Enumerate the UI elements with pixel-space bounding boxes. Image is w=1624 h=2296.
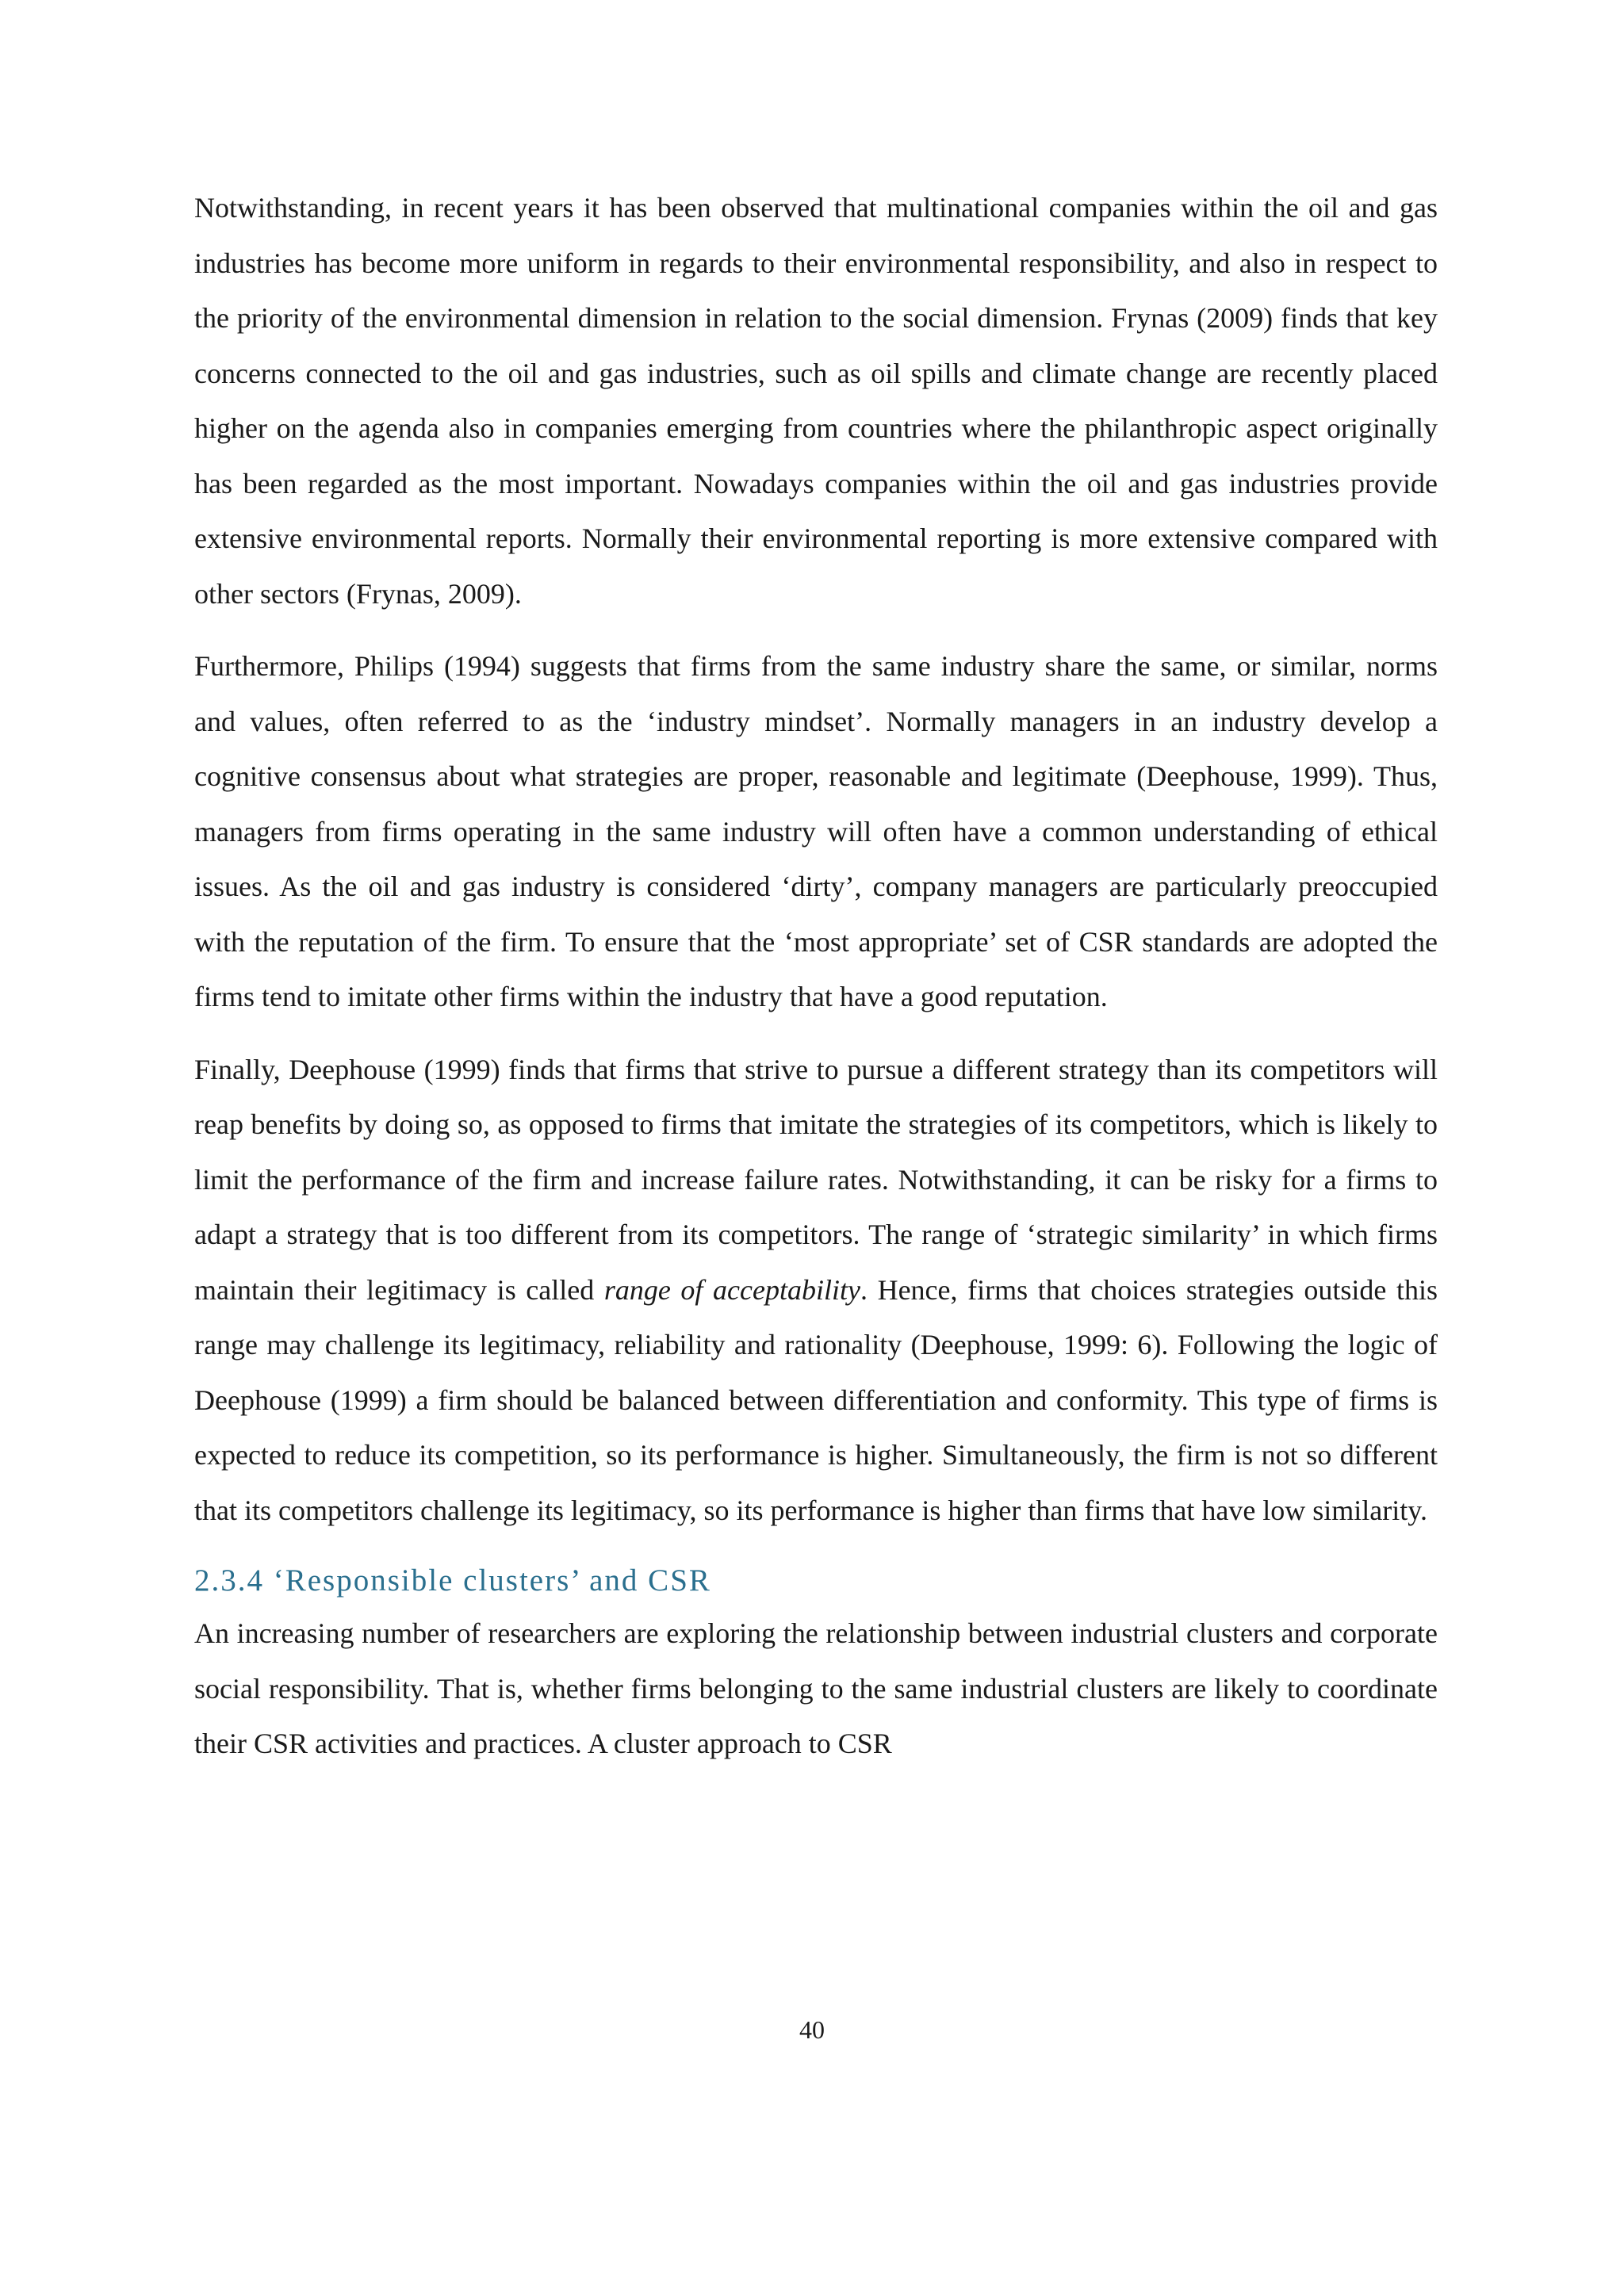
italic-term-range-of-acceptability: range of acceptability bbox=[603, 1273, 860, 1306]
paragraph-text-after-italic: . Hence, firms that choices strategies outside this range may challenge its legitimacy, reliability and rationality (Deephouse, 1999: 6). Following the logic of Deephouse (1999) a firm should be balanced between differentiation and conformity. This type of firms is expected to reduce its competition, so its performance is higher. Simultaneously, the firm is not so different that its competitors challenge its legitimacy, so its performance is higher than firms that have low similarity. bbox=[194, 1273, 1438, 1526]
page-number: 40 bbox=[799, 2015, 825, 2044]
section-heading: 2.3.4 ‘Responsible clusters’ and CSR bbox=[194, 1563, 711, 1598]
paragraph-strategic-similarity bbox=[194, 1043, 1438, 1539]
paragraph-industry-mindset: Furthermore, Philips (1994) suggests that firms from the same industry share the same, or similar, norms and values, often referred to as the ‘industry mindset’. Normally managers in an industry develop a cognitive consensus about what strategies are proper, reasonable and legitimate (Deephouse, 1999). Thus, managers from firms operating in the same industry will often have a common understanding of ethical issues. As the oil and gas industry is considered ‘dirty’, company managers are particularly preoccupied with the reputation of the firm. To ensure that the ‘most appropriate’ set of CSR standards are adopted the firms tend to imitate other firms within the industry that have a good reputation. bbox=[194, 650, 1438, 1012]
page-body bbox=[194, 181, 1438, 1789]
paragraph-responsible-clusters: An increasing number of researchers are exploring the relationship between industrial clusters and corporate social responsibility. That is, whether firms belonging to the same industrial clusters are likely to coordinate their CSR activities and practices. A cluster approach to CSR bbox=[194, 1617, 1438, 1759]
paragraph-environmental-responsibility: Notwithstanding, in recent years it has been observed that multinational companies within the oil and gas industries has become more uniform in regards to their environmental responsibility, and also in respect to the priority of the environmental dimension in relation to the social dimension. Frynas (2009) finds that key concerns connected to the oil and gas industries, such as oil spills and climate change are recently placed higher on the agenda also in companies emerging from countries where the philanthropic aspect originally has been regarded as the most important. Nowadays companies within the oil and gas industries provide extensive environmental reports. Normally their environmental reporting is more extensive compared with other sectors (Frynas, 2009). bbox=[194, 192, 1438, 610]
paragraph-text-before-italic: Finally, Deephouse (1999) finds that firms that strive to pursue a different strategy than its competitors will reap benefits by doing so, as opposed to firms that imitate the strategies of its competitors, which is likely to limit the performance of the firm and increase failure rates. Notwithstanding, it can be risky for a firms to adapt a strategy that is too different from its competitors. The range of ‘strategic similarity’ in which firms maintain their legitimacy is called bbox=[194, 1053, 1438, 1306]
